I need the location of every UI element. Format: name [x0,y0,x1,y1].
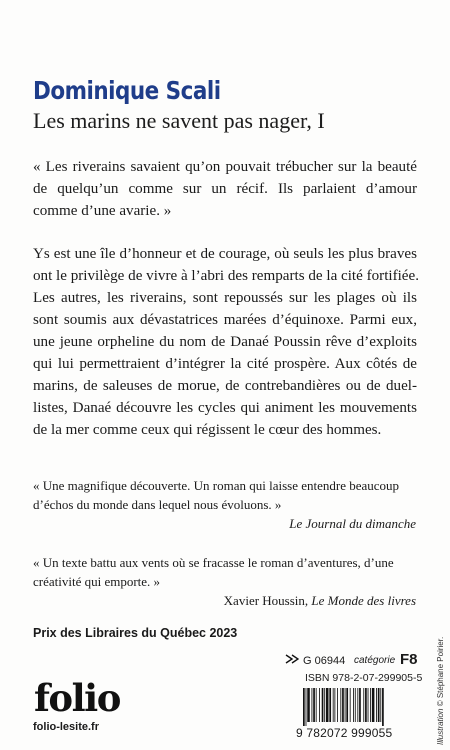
barcode-bar [306,688,307,726]
epigraph-line: comme d’une avarie. » [33,203,172,219]
barcode-bar [342,688,344,722]
barcode-bar [333,688,334,722]
barcode-bar [345,688,346,722]
barcode-number: 9 782072 999055 [296,726,393,740]
barcode-bar [346,688,348,722]
isbn: ISBN 978-2-07-299905-5 [305,672,423,684]
blurb-line: marins, de saleuses de morue, de contrebandières ou de duel- [33,378,417,394]
publisher-logo: folio [34,676,120,720]
press-review [33,476,417,514]
epigraph-line: « Les riverains savaient qu’on pouvait trébucher sur la beauté [33,159,417,175]
barcode-bar [303,688,305,726]
barcode-bar [350,688,351,722]
publisher-website: folio-lesite.fr [33,721,100,733]
barcode-bar [359,688,361,722]
book-title: Les marins ne savent pas nager, I [33,108,325,133]
review-line: « Une magnifique découverte. Un roman qui laisse entendre beaucoup [33,478,400,493]
review-publication: Le Monde des livres [311,593,416,608]
barcode-bar [357,688,358,722]
barcode-bar [372,688,375,722]
barcode-bar [334,688,335,722]
barcode-bar [380,688,381,722]
barcode-bar [365,688,367,722]
barcode-bar [322,688,324,722]
barcode-bar [376,688,377,722]
review-attribution [224,593,416,609]
barcode-bar [382,688,384,726]
barcode [302,688,414,726]
barcode-bar [353,688,354,722]
blurb-paragraph [33,243,417,441]
review-line: d’échos du monde dans lequel nous évoluons. » [33,497,282,512]
illustration-credit: Illustration © Stéphane Poirier. [436,636,445,745]
barcode-bar [313,688,315,722]
blurb-line: ont le privilège de vivre à l’abri des remparts de la cité fortifiée. [33,268,419,284]
barcode-bar [368,688,369,722]
epigraph-quote [33,156,417,222]
blurb-line: Les autres, les riverains, sont repoussés sur les plages où ils [33,290,417,306]
barcode-bar [337,688,338,722]
barcode-bar [340,688,341,722]
blurb-line: sont soumis aux dévastatrices marées d’équinoxe. Parmi eux, [33,312,417,328]
author-name: Dominique Scali [33,76,221,105]
blurb-line: de la mer comme ceux qui régissent le cœur des hommes. [33,422,382,438]
blurb-line: Ys est une île d’honneur et de courage, où seuls les plus braves [33,246,417,262]
barcode-bar [363,688,364,722]
product-code: G 06944 [303,655,346,667]
epigraph-line: de quelqu’un comme sur un récif. Ils parlaient d’amour [33,181,417,197]
product-reference [285,652,417,670]
review-line: « Un texte battu aux vents où se fracasse le roman d’aventures, d’une [33,555,394,570]
review-line: créativité qui emporte. » [33,574,161,589]
blurb-line: listes, Danaé découvre les cycles qui animent les mouvements [33,400,417,416]
reference-arrow-icon [285,654,299,664]
critic-name: Xavier Houssin, [223,593,309,608]
barcode-bar [307,688,310,722]
barcode-bar [326,688,329,722]
barcode-bar [319,688,320,722]
review-source: Le Journal du dimanche [289,516,416,531]
barcode-bar [378,688,380,722]
blurb-line: qui lui permettraient d’intégrer la cité prospère. Aux côtés de [33,356,417,372]
press-review [33,553,417,591]
barcode-bar [316,688,317,722]
barcode-bar [370,688,371,722]
barcode-bar [355,688,356,722]
category-label: catégorie [354,655,396,666]
blurb-line: une jeune orpheline du nom de Danaé Poussin rêve d’exploits [33,334,417,350]
category-code: F8 [400,651,418,668]
barcode-bar [312,688,313,722]
barcode-bar [324,688,325,722]
barcode-bar [329,688,331,722]
literary-prize: Prix des Libraires du Québec 2023 [33,626,238,640]
